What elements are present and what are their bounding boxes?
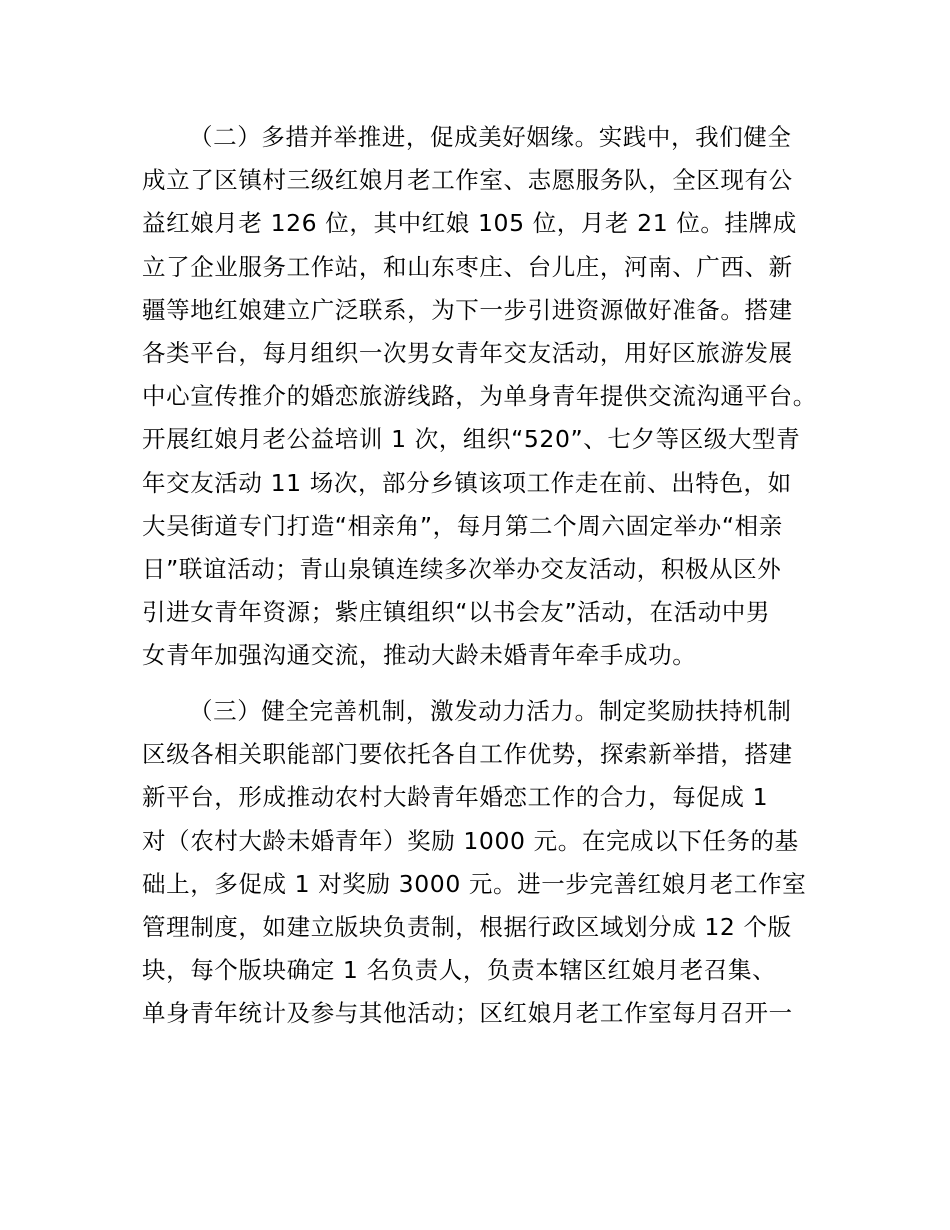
paragraph-line: 对（农村大龄未婚青年）奖励 1000 元。在完成以下任务的基 [142, 826, 799, 855]
paragraph-line: 块，每个版块确定 1 名负责人，负责本辖区红娘月老召集、 [142, 956, 777, 985]
paragraph-line: 日”联谊活动；青山泉镇连续多次举办交友活动，积极从区外 [142, 554, 782, 583]
paragraph-line: 成立了区镇村三级红娘月老工作室、志愿服务队，全区现有公 [142, 166, 793, 195]
paragraph-line: 益红娘月老 126 位，其中红娘 105 位，月老 21 位。挂牌成 [142, 209, 797, 238]
paragraph-line: 开展红娘月老公益培训 1 次，组织“520”、七夕等区级大型青 [142, 425, 801, 454]
paragraph-line: 管理制度，如建立版块负责制，根据行政区域划分成 12 个版 [142, 912, 792, 941]
paragraph-line: 区级各相关职能部门要依托各自工作优势，探索新举措，搭建 [142, 740, 793, 769]
paragraph-line: 大吴街道专门打造“相亲角”，每月第二个周六固定举办“相亲 [142, 511, 783, 540]
paragraph-line: 新平台，形成推动农村大龄青年婚恋工作的合力，每促成 1 [142, 783, 769, 812]
paragraph-line: 立了企业服务工作站，和山东枣庄、台儿庄，河南、广西、新 [142, 252, 793, 281]
paragraph-line: 年交友活动 11 场次，部分乡镇该项工作走在前、出特色，如 [142, 468, 792, 497]
paragraph-line: 础上，多促成 1 对奖励 3000 元。进一步完善红娘月老工作室 [142, 869, 807, 898]
paragraph-line: 女青年加强沟通交流，推动大龄未婚青年牵手成功。 [142, 641, 697, 670]
paragraph-line: 引进女青年资源；紫庄镇组织“以书会友”活动，在活动中男 [142, 598, 771, 627]
paragraph-line: 各类平台，每月组织一次男女青年交友活动，用好区旅游发展 [142, 338, 793, 367]
paragraph-improve-mechanism [142, 690, 822, 1036]
paragraph-line: 疆等地红娘建立广泛联系，为下一步引进资源做好准备。搭建 [142, 295, 793, 324]
paragraph-multi-measures [142, 116, 822, 677]
paragraph-line: （二）多措并举推进，促成美好姻缘。实践中，我们健全 [189, 123, 792, 151]
paragraph-line: 单身青年统计及参与其他活动；区红娘月老工作室每月召开一 [142, 999, 793, 1028]
paragraph-line: （三）健全完善机制，激发动力活力。制定奖励扶持机制 [189, 697, 792, 725]
paragraph-line: 中心宣传推介的婚恋旅游线路，为单身青年提供交流沟通平台。 [142, 382, 817, 411]
